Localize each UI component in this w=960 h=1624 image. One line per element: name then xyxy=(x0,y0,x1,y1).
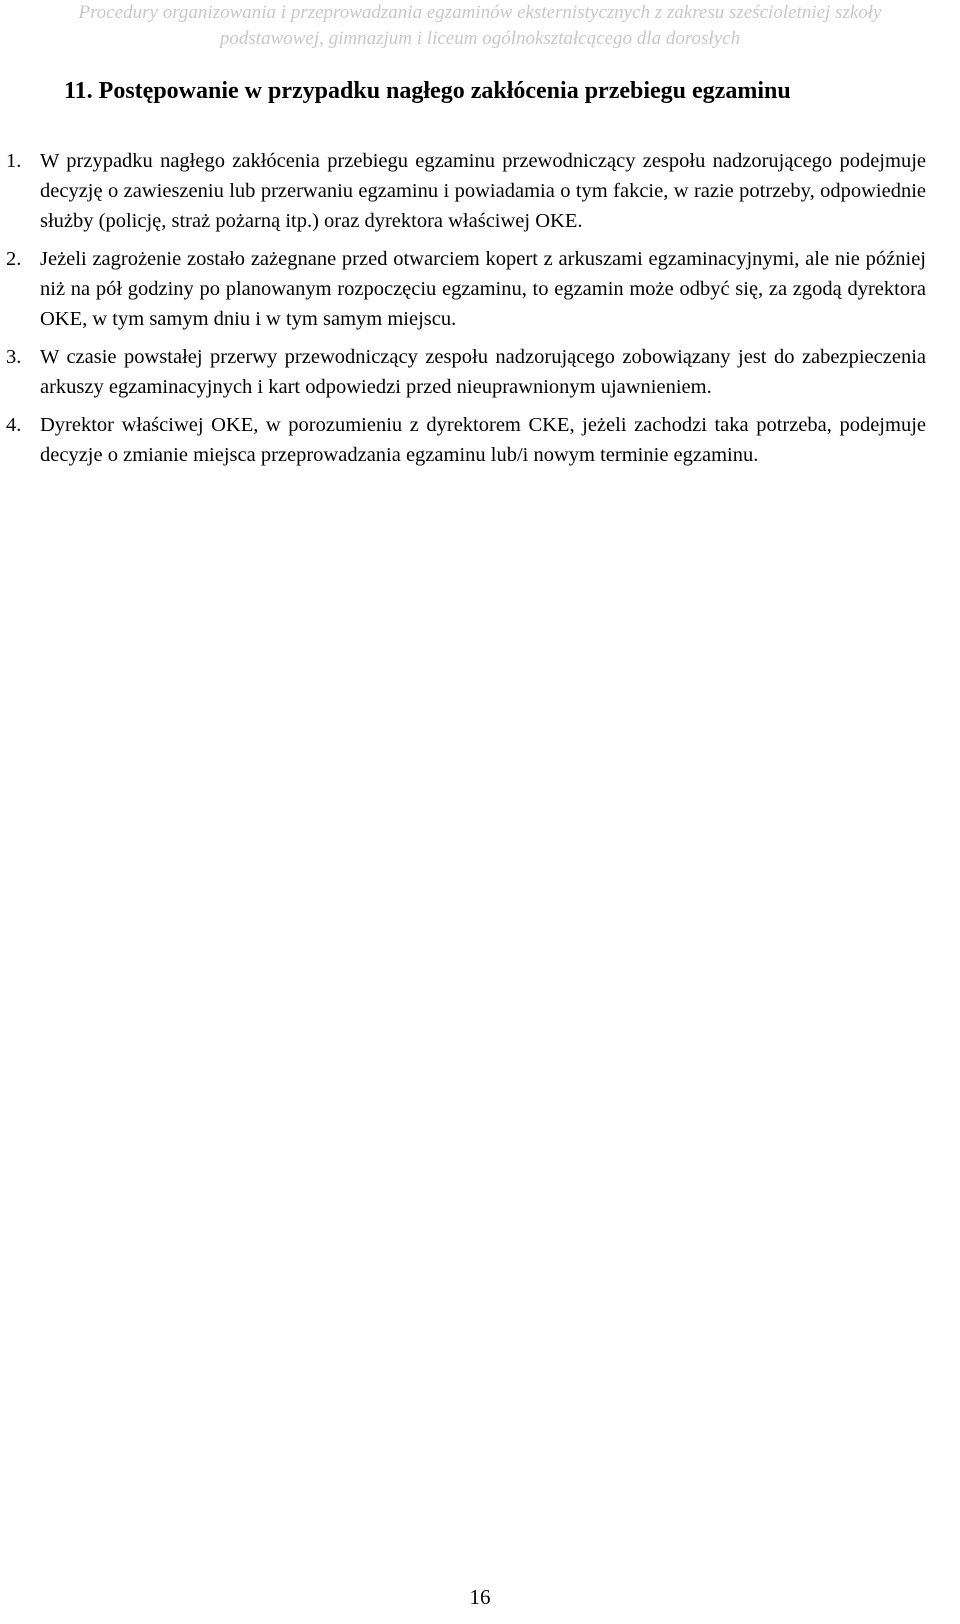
running-header xyxy=(0,0,960,52)
list-item xyxy=(0,410,926,470)
list-item-number: 3. xyxy=(6,346,22,368)
running-header-line-2: podstawowej, gimnazjum i liceum ogólnokształcącego dla dorosłych xyxy=(219,28,741,49)
list-item-number: 4. xyxy=(6,414,22,436)
list-item xyxy=(0,146,926,236)
list-item xyxy=(0,244,926,334)
list-item xyxy=(0,342,926,402)
running-header-line-1: Procedury organizowania i przeprowadzania egzaminów eksternistycznych z zakresu sześcioletniej szkoły xyxy=(78,2,882,23)
list-item-text: Dyrektor właściwej OKE, w porozumieniu z dyrektorem CKE, jeżeli zachodzi taka potrzeba, podejmuje decyzje o zmianie miejsca przeprowadzania egzaminu lub/i nowym terminie egzaminu. xyxy=(40,414,926,466)
list-item-text: W przypadku nagłego zakłócenia przebiegu egzaminu przewodniczący zespołu nadzorującego podejmuje decyzję o zawieszeniu lub przerwaniu egzaminu i powiadamia o tym fakcie, w razie potrzeby, odpowiednie służby (policję, straż pożarną itp.) oraz dyrektora właściwej OKE. xyxy=(40,150,926,232)
section-title: 11. Postępowanie w przypadku nagłego zakłócenia przebiegu egzaminu xyxy=(64,78,791,104)
list-item-text: W czasie powstałej przerwy przewodniczący zespołu nadzorującego zobowiązany jest do zabezpieczenia arkuszy egzaminacyjnych i kart odpowiedzi przed nieuprawnionym ujawnieniem. xyxy=(40,346,926,398)
list-item-number: 1. xyxy=(6,150,22,172)
list-item-text: Jeżeli zagrożenie zostało zażegnane przed otwarciem kopert z arkuszami egzaminacyjnymi, ale nie później niż na pół godziny po planowanym rozpoczęciu egzaminu, to egzamin może odbyć się, za zgodą dyrektora OKE, w tym samym dniu i w tym samym miejscu. xyxy=(40,248,926,330)
procedure-list xyxy=(0,146,960,478)
list-item-number: 2. xyxy=(6,248,22,270)
page-number: 16 xyxy=(469,1585,491,1609)
